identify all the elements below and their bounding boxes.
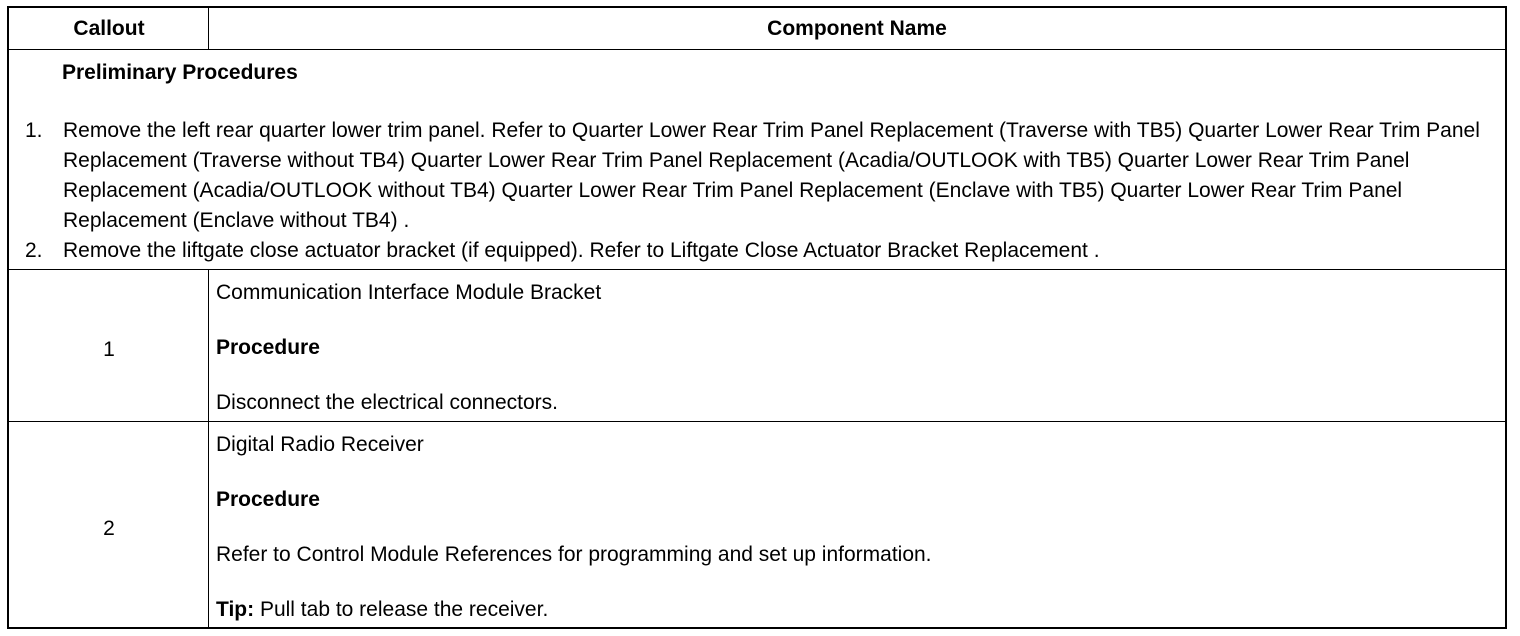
- component-name: Digital Radio Receiver: [216, 433, 424, 456]
- header-component-name: Component Name: [767, 17, 947, 40]
- procedure-text: Disconnect the electrical connectors.: [216, 391, 558, 414]
- tip-text: Pull tab to release the receiver.: [259, 598, 549, 621]
- step-text: Remove the left rear quarter lower trim panel. Refer to Quarter Lower Rear Trim Panel Replacement (Traverse with TB5) Quarter Lower Rear Trim Panel Replacement (Traverse without TB4) Quarter Lower Rear Trim Panel Replacement (Acadia/OUTLOOK with TB5) Quarter Lower Rear Trim Panel Replacement (Acadia/OUTLOOK without TB4) Quarter Lower Rear Trim Panel Replacement (Enclave with TB5) Quarter Lower Rear Trim Panel Replacement (Enclave without TB4) .: [63, 119, 1480, 232]
- table-header-row: [9, 8, 1505, 50]
- callout-number: 2: [103, 517, 115, 540]
- step-number: 1.: [25, 119, 43, 142]
- row-divider: [9, 421, 1505, 422]
- list-item: [25, 116, 1495, 236]
- header-callout: Callout: [73, 17, 145, 40]
- preliminary-steps: [25, 116, 1495, 266]
- tip-label: Tip:: [216, 598, 255, 621]
- procedure-text: Refer to Control Module References for programming and set up information.: [216, 543, 932, 566]
- callout-number: 1: [103, 338, 115, 361]
- preliminary-title: Preliminary Procedures: [62, 61, 298, 84]
- list-item: [25, 236, 1495, 266]
- row-divider: [9, 269, 1505, 270]
- procedure-label: Procedure: [216, 488, 320, 511]
- component-table: [7, 6, 1507, 629]
- header-divider: [208, 8, 209, 49]
- component-name: Communication Interface Module Bracket: [216, 281, 602, 304]
- step-text: Remove the liftgate close actuator bracket (if equipped). Refer to Liftgate Close Actuator Bracket Replacement .: [63, 239, 1100, 262]
- step-number: 2.: [25, 239, 43, 262]
- tip-line: [216, 598, 548, 622]
- procedure-label: Procedure: [216, 336, 320, 359]
